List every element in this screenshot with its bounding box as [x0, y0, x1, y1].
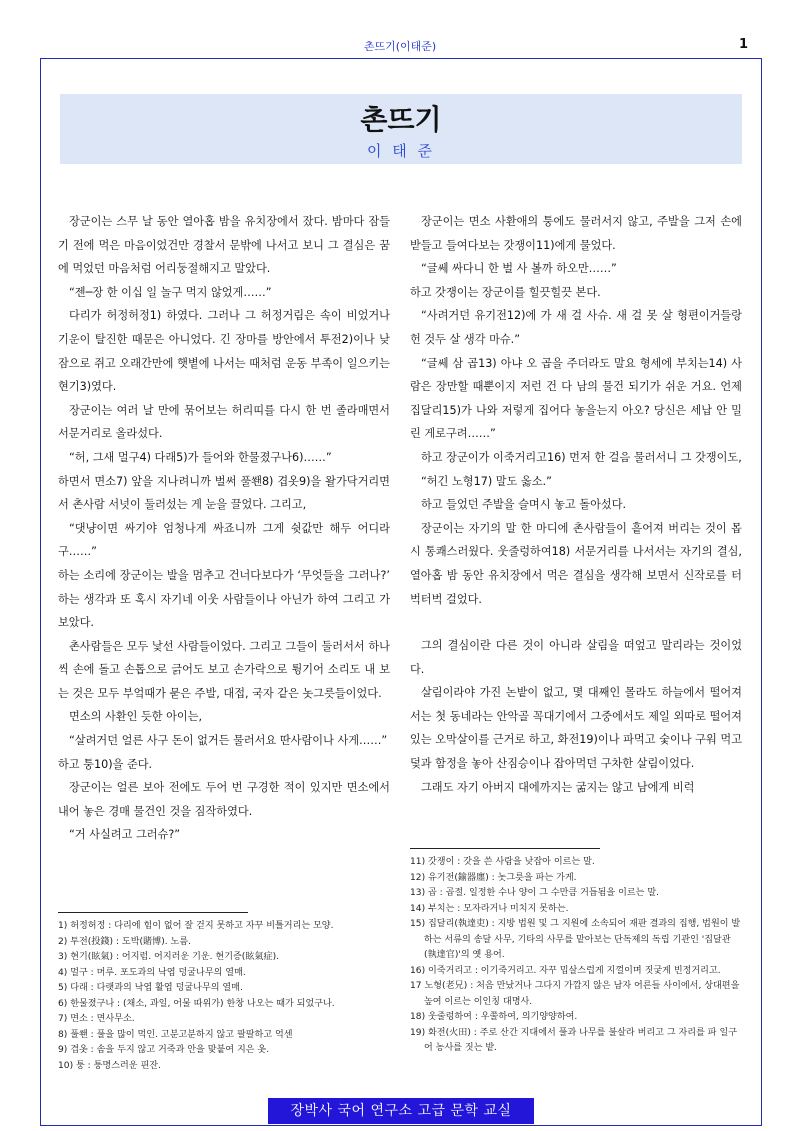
paragraph: “글쎄 싸다니 한 벌 사 볼까 하오만……”: [421, 262, 617, 276]
paragraph: “젠─장 한 이십 일 놀구 먹지 않었게……”: [69, 285, 272, 299]
footnote: 19) 화전(火田) : 주로 산간 지대에서 풀과 나무를 불살라 버리고 그 자리를 파 일구어 농사를 짓는 밭.: [410, 1027, 738, 1053]
footnote: 10) 퉁 : 퉁명스러운 핀잔.: [58, 1060, 161, 1071]
footnote: 15) 집달리(執達吏) : 지방 법원 및 그 지원에 소속되어 재판 결과의 집행, 법원이 발하는 서류의 송달 사무, 기타의 사무를 맡아보는 단독제의 독립 기관인 '집달관(執達官)'의 옛 용어.: [410, 919, 741, 960]
footnote: 13) 곱 : 곱절. 일정한 수나 양이 그 수만큼 거듭됨을 이르는 말.: [410, 888, 660, 898]
paragraph: “거 사실려고 그러슈?”: [69, 828, 181, 842]
paragraph: 다리가 허정허정1) 하였다. 그러나 그 허정거림은 속이 비었거나 기운이 탈진한 때문은 아니었다. 긴 장마를 방안에서 투전2)이나 낮잠으로 쥐고 오래간만에 햇볕에 나서는 때처럼 운동 부족이 일으키는 현기3)였다.: [58, 309, 390, 394]
paragraph: 하고 들었던 주발을 슬며시 놓고 돌아섰다.: [421, 498, 627, 512]
paragraph: “댓냥이면 싸기야 엄청나게 싸죠니까 그게 쉿값만 해두 어디라구……”: [58, 521, 390, 559]
paragraph: 장군이는 자기의 말 한 마디에 촌사람들이 흩어져 버리는 것이 몹시 통쾌스러웠다. 웃줄렁하여18) 서문거리를 나서서는 자기의 결심, 열아홉 밤 동안 유치장에서 먹은 결심을 생각해 보면서 신작로를 터벅터벅 걸었다.: [410, 521, 742, 606]
paragraph: 하면서 면소7) 앞을 지나려니까 벌써 풀쐔8) 겹옷9)을 왈가닥거리면서 촌사람 서넛이 둘러섰는 게 눈을 끌었다. 그리고,: [58, 474, 390, 512]
paragraph: 하고 퉁10)을 준다.: [58, 757, 153, 771]
document-author: 이 태 준: [366, 142, 435, 160]
running-header: [0, 38, 800, 54]
paragraph: “허, 그새 멀구4) 다래5)가 들어와 한물졌구나6)……”: [69, 450, 332, 464]
paragraph: 그의 결심이란 다른 것이 아니라 살림을 떠엎고 말리라는 것이었다.: [410, 639, 742, 676]
footnote: 9) 겹옷 : 솜을 두지 않고 거죽과 안을 맞붙여 지은 옷.: [58, 1045, 270, 1055]
footnote-rule: [58, 912, 248, 913]
footnote: 16) 이죽거리고 : 이기죽거리고. 자꾸 밉살스럽게 지껄이며 짓궂게 빈정거리고.: [410, 965, 721, 976]
footnote: 3) 현기(眩氣) : 어지럼. 어지러운 기운. 현기증(眩氣症).: [58, 952, 280, 962]
document-title: 촌뜨기: [360, 103, 442, 136]
paragraph: “허긴 노형17) 말도 옳소.”: [421, 474, 552, 488]
footnote: 14) 부치는 : 모자라거나 미치지 못하는.: [410, 903, 569, 914]
page-number: 1: [738, 37, 748, 52]
paragraph: 하고 장군이가 이죽거리고16) 먼저 한 걸음 물러서니 그 갓쟁이도,: [421, 450, 742, 464]
footnote: 2) 투전(投錢) : 도박(賭博). 노름.: [58, 936, 192, 947]
left-text-column: [58, 210, 390, 847]
paragraph: “사려거던 유기전12)에 가 새 걸 사슈. 새 걸 못 살 형편이거들랑 헌 것두 살 생각 마슈.”: [410, 309, 742, 346]
paragraph: “살려거던 얼른 사구 돈이 없거든 물러서요 딴사람이나 사게……”: [69, 734, 388, 748]
paragraph: 하고 갓쟁이는 장군이를 힐끗힐끗 본다.: [410, 285, 601, 299]
footnote-rule: [410, 848, 600, 849]
footnotes-left: [58, 912, 390, 1074]
footnote: 1) 허정허정 : 다리에 힘이 없어 잘 걷지 못하고 자꾸 비틀거리는 모양.: [58, 921, 334, 931]
paragraph: 면소의 사환인 듯한 아이는,: [69, 710, 203, 724]
footnote: 11) 갓쟁이 : 갓을 쓴 사람을 낮잡아 이르는 말.: [410, 857, 595, 867]
paragraph: 장군이는 얼른 보아 전에도 두어 번 구경한 적이 있지만 면소에서 내어 놓은 경매 물건인 것을 짐작하였다.: [58, 781, 390, 818]
footnote: 5) 다래 : 다랫과의 낙엽 활엽 덩굴나무의 열매.: [58, 983, 243, 993]
footnote: 6) 한물졌구나 : (채소, 과일, 어물 따위가) 한창 나오는 때가 되었구나.: [58, 998, 335, 1009]
paragraph: 하는 소리에 장군이는 발을 멈추고 건너다보다가 ‘무엇들을 그러나?’ 하는 생각과 또 혹시 자기네 이웃 사람들이나 아닌가 하여 그리고 가 보았다.: [58, 568, 390, 630]
footnotes-right: [410, 848, 742, 1057]
footnote: 8) 풀쐔 : 풀을 많이 먹인. 고분고분하지 않고 팔팔하고 억센: [58, 1029, 293, 1040]
paragraph: 장군이는 면소 사환애의 퉁에도 물러서지 않고, 주발을 그저 손에 받들고 들여다보는 갓쟁이11)에게 물었다.: [410, 215, 742, 252]
footer-banner: 장박사 국어 연구소 고급 문학 교실: [268, 1098, 534, 1124]
paragraph: 그래도 자기 아버지 대에까지는 굶지는 않고 남에게 비럭: [421, 780, 695, 794]
footnote: 4) 멀구 : 머루. 포도과의 낙엽 덩굴나무의 열매.: [58, 967, 246, 978]
paragraph: 살림이라야 가진 논밭이 없고, 몇 대째인 몰라도 하늘에서 떨어져서는 첫 동네라는 안악골 꼭대기에서 그중에서도 제일 외따로 떨어져 있는 오막살이를 근거로 하고, 화전19)이나 파먹고 숯이나 구워 먹고 덫과 함정을 놓아 산짐승이나 잡아먹던 구차한 살림이었다.: [410, 686, 742, 771]
right-text-column: [410, 210, 742, 799]
footnote: 12) 유기전(鍮器廛) : 놋그릇을 파는 가게.: [410, 872, 577, 883]
title-box: [60, 94, 742, 164]
paragraph-gap: [410, 611, 742, 634]
paragraph: 장군이는 스무 날 동안 열아홉 밤을 유치장에서 잤다. 밤마다 잠들기 전에 먹은 마음이었건만 경찰서 문밖에 나서고 보니 그 결심은 꿈에 먹었던 마음처럼 어리둥절해지고 말았다.: [58, 215, 390, 276]
paragraph: “글쎄 삼 곱13) 아냐 오 곱을 주더라도 말요 형세에 부치는14) 사람은 장만할 때뿐이지 저런 건 다 남의 물건 되기가 쉬운 거요. 언제 집달리15)가 나와 저렇게 집어다 놓을는지 아오? 당신은 세납 안 밀린 게로구려……”: [410, 356, 742, 441]
paragraph: 촌사람들은 모두 낯선 사람들이었다. 그리고 그들이 둘러서서 하나씩 손에 돌고 손톱으로 긁어도 보고 손가락으로 튕기어 소리도 내 보는 것은 모두 부엌때가 묻은 주발, 대접, 국자 같은 놋그릇들이었다.: [58, 639, 390, 700]
footnote: 18) 웃줄렁하여 : 우쭐하여, 의기양양하여.: [410, 1012, 578, 1022]
running-title: 촌뜨기(이태준): [363, 40, 437, 53]
footnote: 17 노형(老兄) : 처음 만났거나 그다지 가깝지 않은 남자 어른들 사이에서, 상대편을 높여 이르는 이인칭 대명사.: [410, 981, 740, 1007]
paragraph: 장군이는 여러 날 만에 묶어보는 허리띠를 다시 한 번 졸라매면서 서문거리로 올라섰다.: [58, 403, 390, 441]
footnote: 7) 면소 : 면사무소.: [58, 1014, 135, 1024]
